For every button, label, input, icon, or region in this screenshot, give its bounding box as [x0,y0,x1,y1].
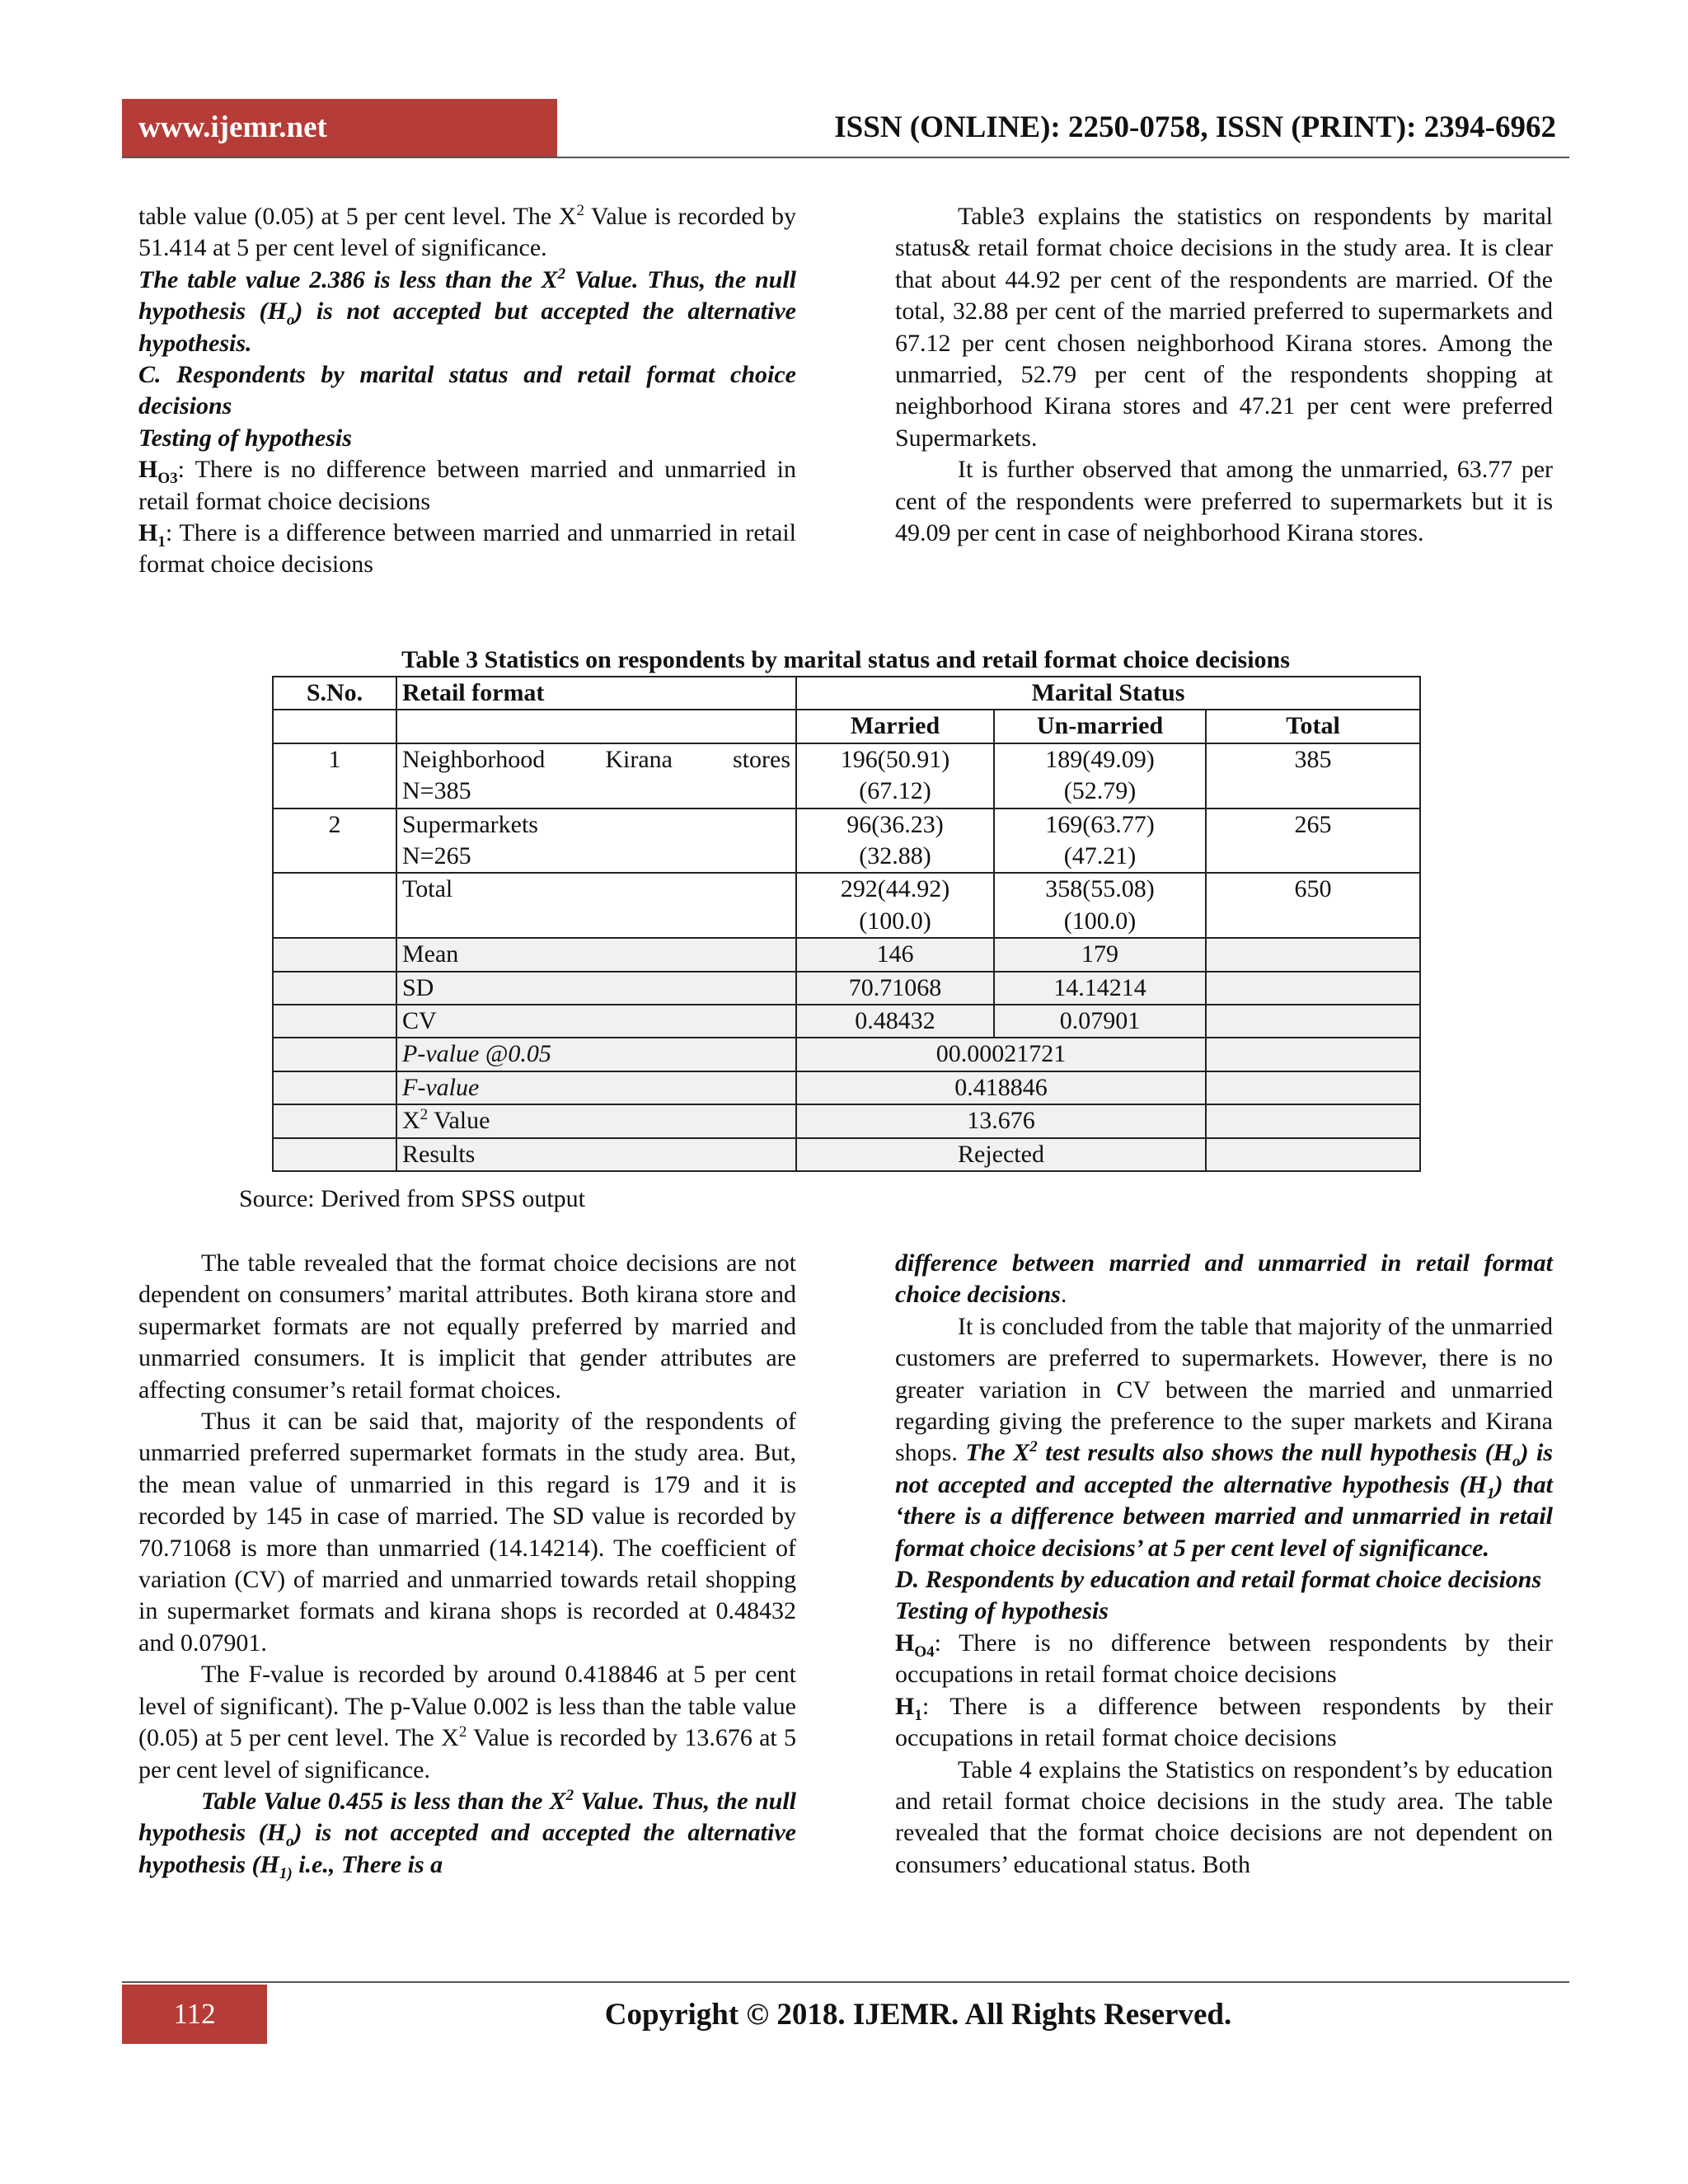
table-row-x2: $X^2$ Value 13.676 [273,1104,1420,1137]
right-column-bottom [895,1248,1553,1881]
left-column-bottom [138,1248,796,1881]
section-heading: D. Respondents by education and retail format choice decisions [895,1566,1542,1594]
table-caption: Table 3 Statistics on respondents by marital status and retail format choice decisions [401,646,1290,673]
paragraph: The F-value is recorded by around 0.418846 at 5 per cent level of significant). The p-Value 0.002 is less than the table value (0.05) at 5 per cent level. The $X^2$ Value is recorded by 13.676 at 5 per cent level of significance. [138,1661,796,1783]
table-row: 2 Supermarkets N=265 96(36.23) (32.88) 169(63.77) (47.21) 265 [273,808,1420,874]
right-column-top [895,201,1553,549]
null-hypothesis: $H_{O3}$: There is no difference between married and unmarried in retail format choice decisions [138,456,796,515]
site-url: www.ijemr.net [138,110,327,144]
table-row-sd: SD 70.71068 14.14214 [273,972,1420,1005]
header-retail-format: Retail format [396,677,796,710]
paragraph: Thus it can be said that, majority of the respondents of unmarried preferred supermarket formats in the study area. But, the mean value of unmarried in this regard is 179 and it is recorded by 145 in case of married. The SD value is recorded by 70.71068 is more than unmarried (14.14214). The coefficient of variation (CV) of married and unmarried towards retail shopping in supermarket formats and kirana shops is recorded at 0.48432 and 0.07901. [138,1408,796,1657]
header-sno: S.No. [273,677,396,710]
null-hypothesis: $H_{O4}$: There is no difference between respondents by their occupations in retail format choice decisions [895,1629,1553,1689]
issn-header: ISSN (ONLINE): 2250-0758, ISSN (PRINT): 2394-6962 [834,110,1556,144]
paragraph: It is concluded from the table that majority of the unmarried customers are preferred to supermarkets. However, there is no greater variation in CV between the married and unmarried regarding giving the preference to the super markets and Kirana shops. The $X^2$ test results also shows the null hypothesis $(H_o)$ is not accepted and accepted the alternative hypothesis $(H_1)$ that ‘there is a difference between married and unmarried in retail format choice decisions’ at 5 per cent level of significance. [895,1312,1553,1562]
header-divider [122,157,1569,158]
site-banner [122,99,557,157]
paragraph: The table revealed that the format choice decisions are not dependent on consumers’ marital attributes. Both kirana store and supermarket formats are not equally preferred by married and unmarried consumers. It is implicit that gender attributes are affecting consumer’s retail format choices. [138,1249,796,1404]
table-header-row [273,677,1420,710]
table-subheader-row [273,710,1420,743]
table-row: 1 Neighborhood Kirana stores N=385 196(50.91) (67.12) 189(49.09) (52.79) 385 [273,743,1420,808]
paragraph: table value (0.05) at 5 per cent level. The $X^2$ Value is recorded by 51.414 at 5 per cent level of significance. [138,202,797,262]
footer-divider [122,1981,1569,1983]
header-total: Total [1206,710,1420,743]
table-row-mean: Mean 146 179 [273,938,1420,971]
copyright-notice: Copyright © 2018. IJEMR. All Rights Reserved. [604,1998,1232,2032]
paragraph-continuation: difference between married and unmarried in retail format choice decisions. [895,1249,1553,1309]
paragraph: It is further observed that among the unmarried, 63.77 per cent of the respondents were preferred to supermarkets but it is 49.09 per cent in case of neighborhood Kirana stores. [895,456,1553,547]
paragraph-conclusion: The table value 2.386 is less than the $X^2$ Value. Thus, the null hypothesis $(H_o)$ is not accepted but accepted the alternative hypothesis. [138,265,796,357]
table-row: Total 292(44.92) (100.0) 358(55.08) (100.0) 650 [273,873,1420,938]
statistics-table [272,676,1421,1172]
subsection-heading: Testing of hypothesis [895,1597,1109,1625]
page-number: 112 [122,1985,267,2044]
table-row-fvalue: F-value 0.418846 [273,1071,1420,1104]
table-source-note: Source: Derived from SPSS output [239,1185,585,1212]
header-unmarried: Un-married [994,710,1206,743]
subsection-heading: Testing of hypothesis [138,424,352,452]
paragraph: Table3 explains the statistics on respondents by marital status& retail format choice decisions in the study area. It is clear that about 44.92 per cent of the respondents are married. Of the total, 32.88 per cent of the married preferred to supermarkets and 67.12 per cent chosen neighborhood Kirana stores. Among the unmarried, 52.79 per cent of the respondents shopping at neighborhood Kirana stores and 47.21 per cent were preferred Supermarkets. [895,203,1553,452]
header-marital-status: Marital Status [796,677,1420,710]
table-row-results: Results Rejected [273,1138,1420,1171]
header-married: Married [796,710,994,743]
left-column-top [138,201,796,581]
alternative-hypothesis: $H_1$: There is a difference between respondents by their occupations in retail format choice decisions [895,1692,1553,1752]
table-row-cv: CV 0.48432 0.07901 [273,1005,1420,1038]
paragraph: Table 4 explains the Statistics on respondent’s by education and retail format choice decisions in the study area. The table revealed that the format choice decisions are not dependent on consumers’ educational status. Both [895,1755,1553,1878]
section-heading: C. Respondents by marital status and retail format choice decisions [138,361,796,420]
paragraph-conclusion: Table Value 0.455 is less than the $X^2$ Value. Thus, the null hypothesis $(H_o)$ is not accepted and accepted the alternative hypothesis ($H_{1)}$ i.e., There is a [138,1786,796,1882]
alternative-hypothesis: $H_1$: There is a difference between married and unmarried in retail format choice decisions [138,519,796,579]
table-row-pvalue: P-value @0.05 00.00021721 [273,1038,1420,1071]
